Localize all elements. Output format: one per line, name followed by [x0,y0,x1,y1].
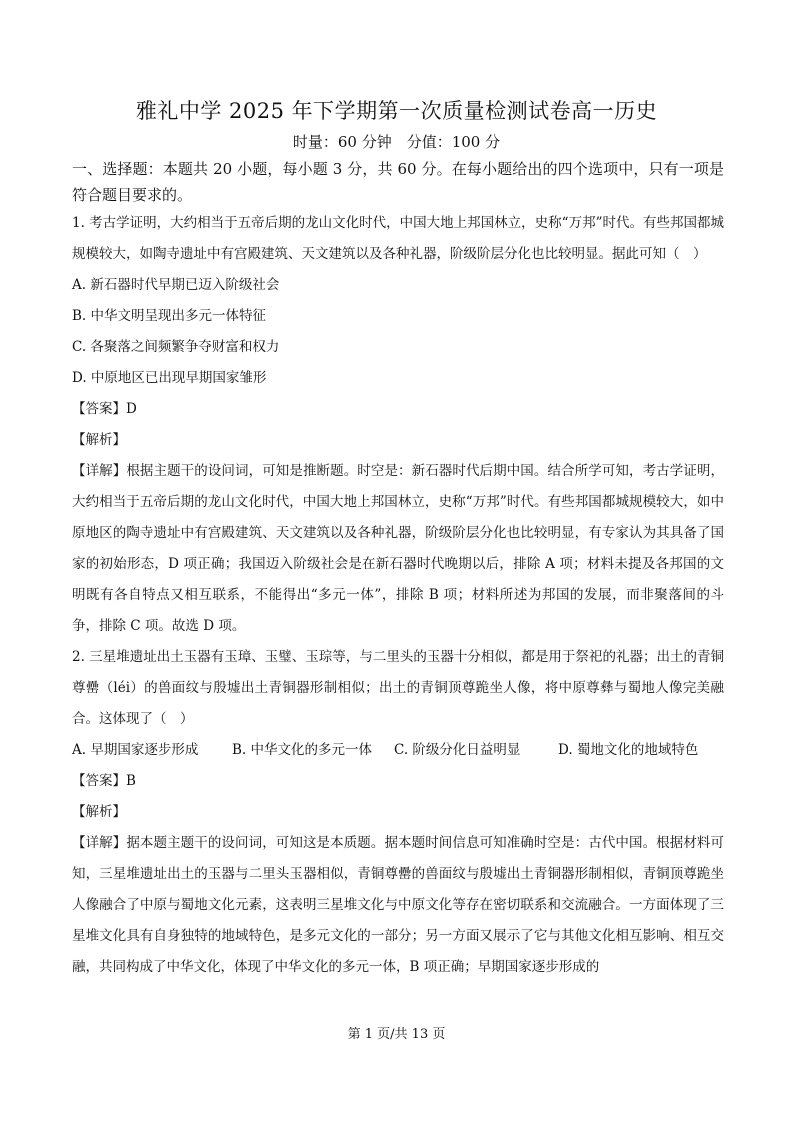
exam-title: 雅礼中学 2025 年下学期第一次质量检测试卷高一历史 [135,99,658,123]
answer-label: 【答案】D [72,401,137,417]
page-number-footer: 第 1 页/共 13 页 [347,1027,446,1042]
option-d: D. 蜀地文化的地域特色 [558,742,699,758]
options-row [72,735,724,766]
option-c: C. 各聚落之间频繁争夺财富和权力 [72,339,280,355]
detail-explanation: 【详解】据本题主题干的设问词，可知这是本质题。据本题时间信息可知准确时空是：古代中国。根据材料可知，三星堆遗址出土的玉器与二里头玉器相似，青铜尊罍的兽面纹与殷墟出土青铜器形制相似，青铜顶尊跪坐人像融合了中原与蜀地文化元素，这表明三星堆文化与中原文化等存在密切联系和交流融合。一方面体现了三星堆文化具有自身独特的地域特色，是多元文化的一部分；另一方面又展示了它与其他文化相互影响、相互交融，共同构成了中华文化，体现了中华文化的多元一体，B 项正确；早期国家逐步形成的 [72,835,724,975]
option-d: D. 中原地区已出现早期国家雏形 [72,370,267,386]
option-a: A. 早期国家逐步形成 [72,742,199,758]
option-c: C. 阶级分化日益明显 [394,742,521,758]
question-stem: 2. 三星堆遗址出土玉器有玉璋、玉璧、玉琮等，与二里头的玉器十分相似，都是用于祭祀的礼器；出土的青铜尊罍（léi）的兽面纹与殷墟出土青铜器形制相似；出土的青铜顶尊跪坐人像，将中原尊彝与蜀地人像完美融合。这体现了（ ） [72,649,724,727]
section-heading: 一、选择题：本题共 20 小题，每小题 3 分，共 60 分。在每小题给出的四个选项中，只有一项是符合题目要求的。 [72,160,724,204]
option-b: B. 中华文明呈现出多元一体特征 [72,308,267,324]
analysis-label: 【解析】 [72,432,126,448]
option-a: A. 新石器时代早期已迈入阶级社会 [72,277,280,293]
option-b: B. 中华文化的多元一体 [232,742,373,758]
analysis-label: 【解析】 [72,804,126,820]
question-stem: 1. 考古学证明，大约相当于五帝后期的龙山文化时代，中国大地上邦国林立，史称“万邦”时代。有些邦国都城规模较大，如陶寺遗址中有宫殿建筑、天文建筑以及各种礼器，阶级阶层分化也比较明显。据此可知（ ） [72,215,724,262]
question-1 [72,208,724,642]
detail-explanation: 【详解】根据主题干的设问词，可知是推断题。时空是：新石器时代后期中国。结合所学可知，考古学证明，大约相当于五帝后期的龙山文化时代，中国大地上邦国林立，史称“万邦”时代。有些邦国都城规模较大，如中原地区的陶寺遗址中有宫殿建筑、天文建筑以及各种礼器，阶级阶层分化也比较明显，有专家认为其具备了国家的初始形态，D 项正确；我国迈入阶级社会是在新石器时代晚期以后，排除 A 项；材料未提及各邦国的文明既有各自特点又相互联系，不能得出“多元一体”，排除 B 项；材料所述为邦国的发展，而非聚落间的斗争，排除 C 项。故选 D 项。 [72,463,724,634]
exam-time-and-score: 时量：60 分钟 分值：100 分 [292,133,501,151]
exam-content [72,156,724,983]
question-2 [72,642,724,983]
answer-label: 【答案】B [72,773,136,789]
